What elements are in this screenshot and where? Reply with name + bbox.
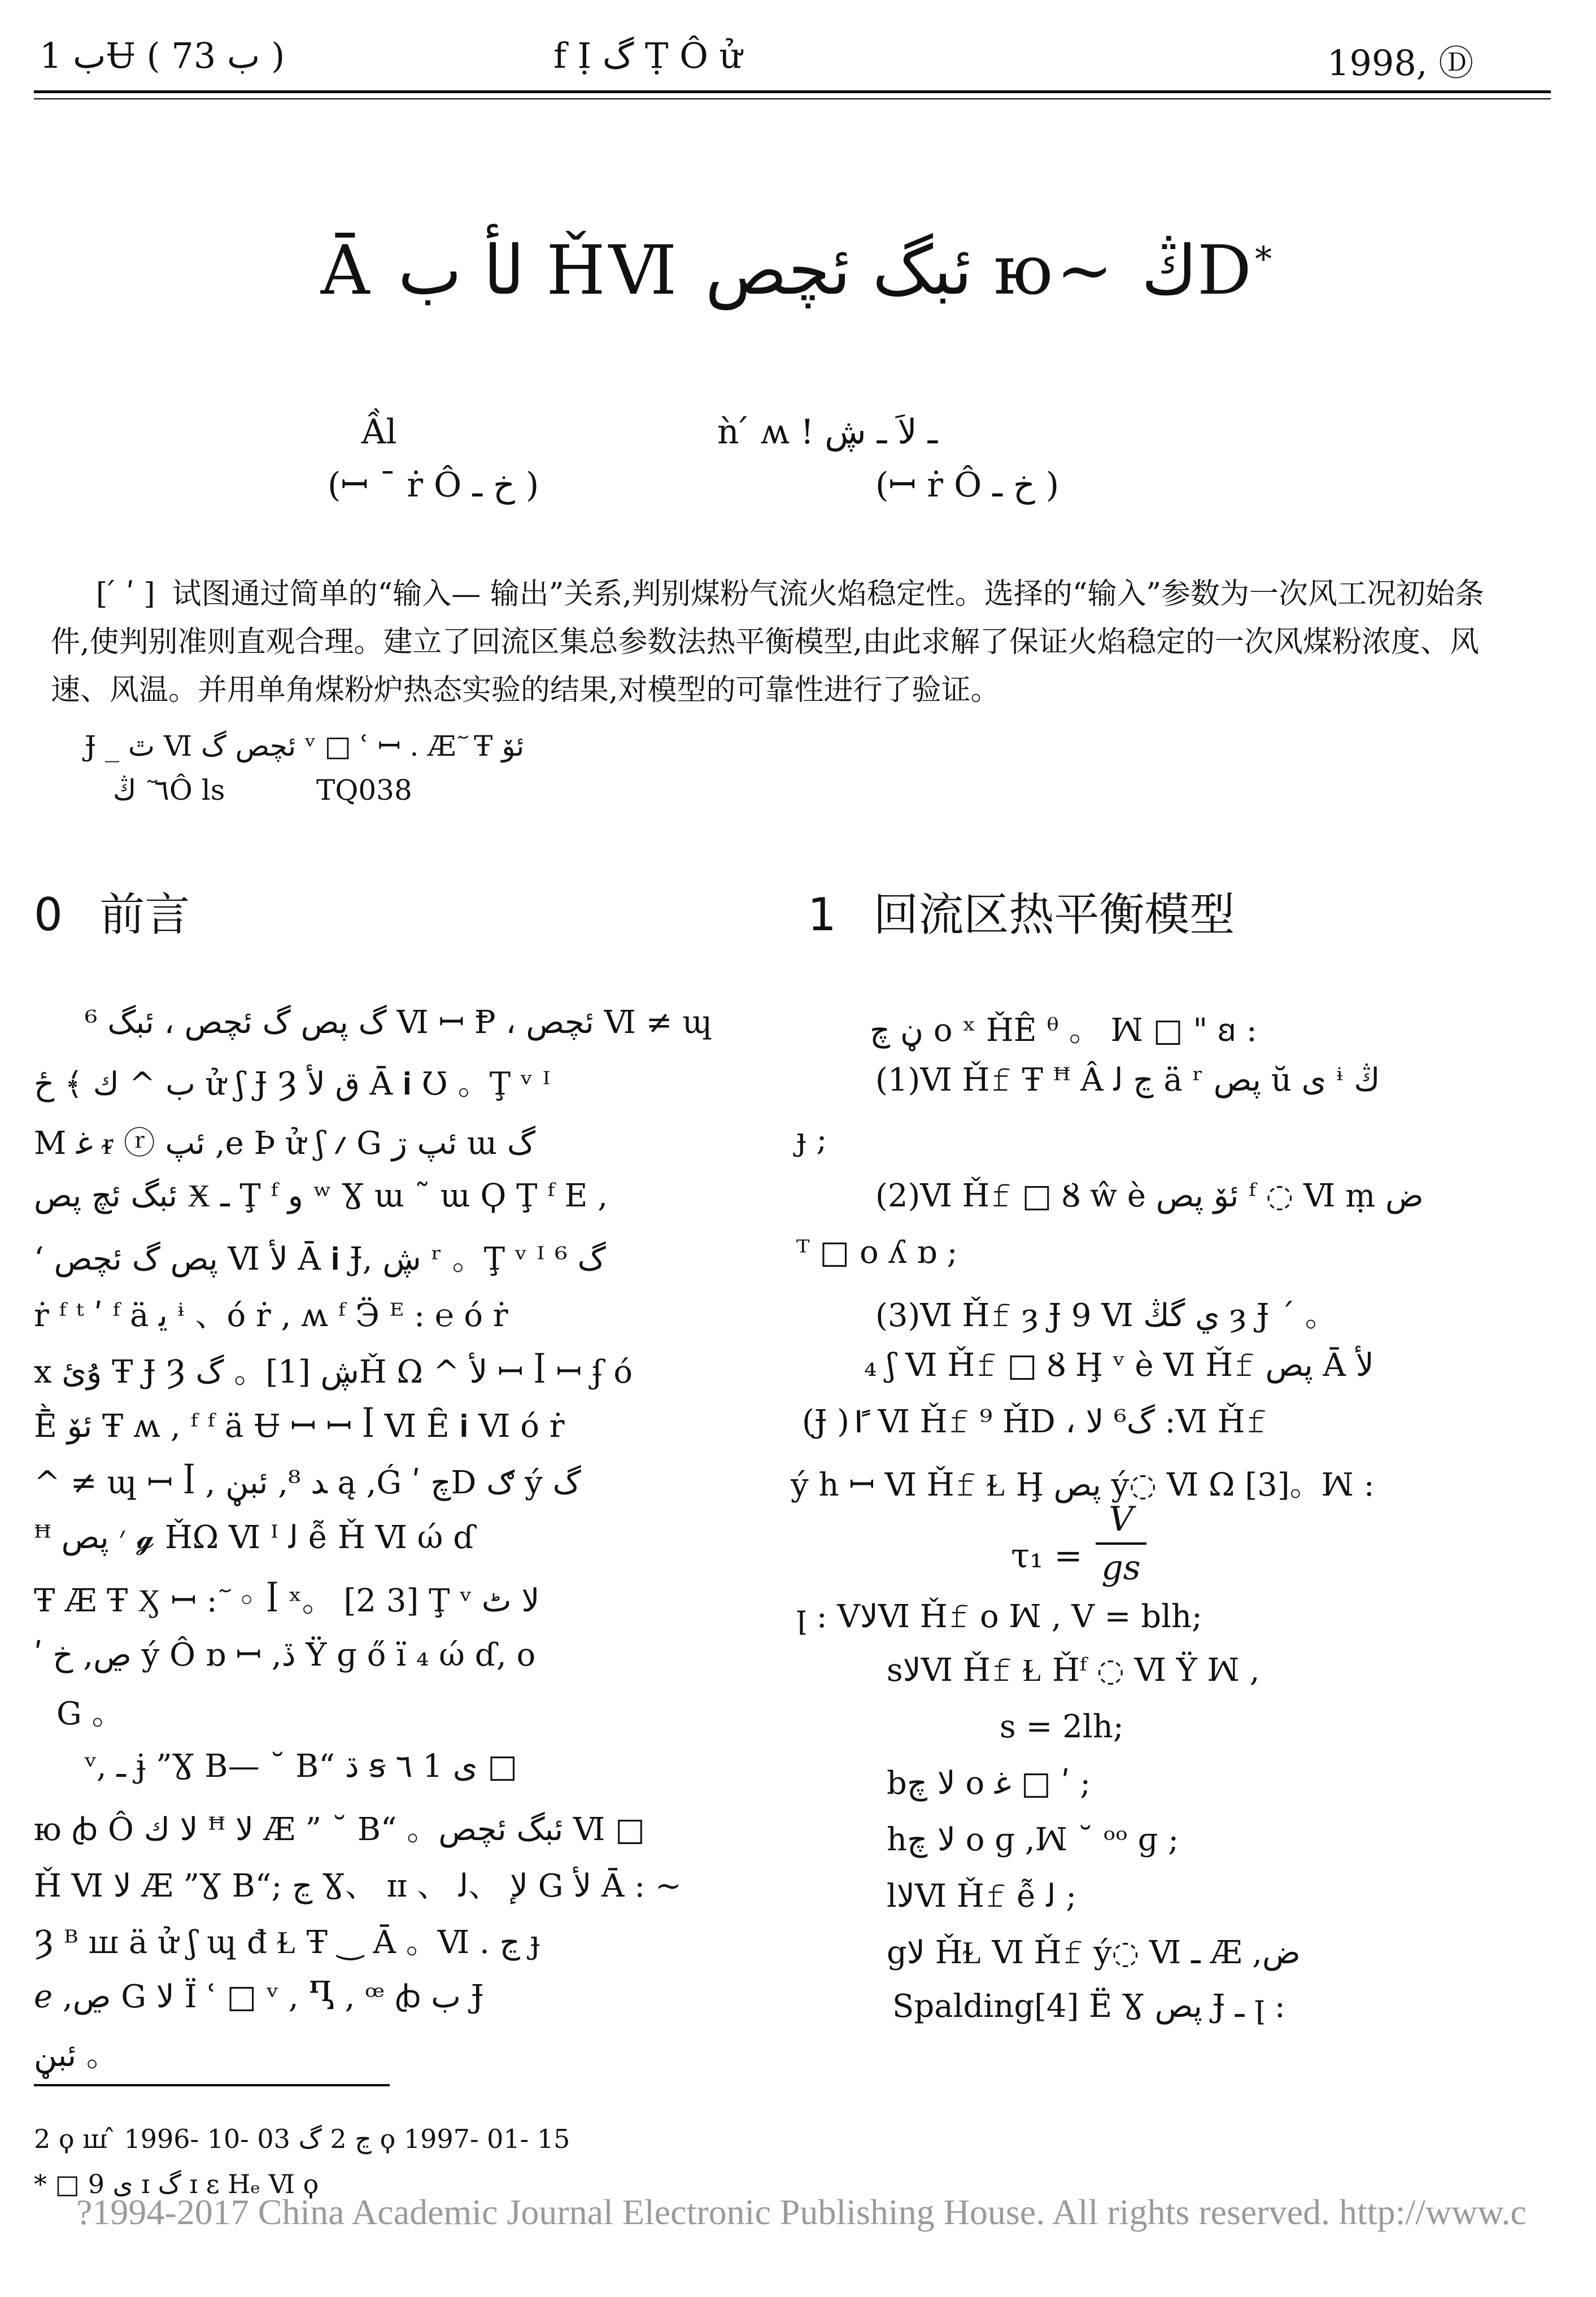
section-1-title: 回流区热平衡模型 — [873, 888, 1235, 941]
left-line: ʻ پص گ ئچص Ⅵ لأ Ā 𝐢 Ɉ, ڜ ʳ 。Ţ ᵛ ᴵ ⁶ گ — [34, 1241, 606, 1278]
section-0-heading — [34, 878, 190, 943]
paper-title-text: Ā لأ ب ȞⅥ ئبگ ئچص ю~ ڭD — [320, 232, 1255, 310]
header-rule — [34, 90, 1551, 93]
author-2-name: ǹ ́ ʍ ! ـ لاَ ـ ڜ — [717, 412, 938, 452]
title-footnote-mark: * — [1255, 239, 1276, 279]
author-2-affiliation: (ꟷ ṙ Ô خ ـ ) — [875, 465, 1059, 505]
copyright-watermark: ?1994-2017 China Academic Journal Electronic Publishing House. All rights reserved. http://www.c — [76, 2192, 1527, 2232]
left-line: ب ^ ﻙ ﴾ ځ ử ʃ Ɉ Ȝ ق لأ Ā 𝐢 Ʊ 。Ţ ᵛ ᴵ — [34, 1066, 551, 1102]
right-line: ɟ ; — [796, 1121, 827, 1158]
right-line: ý h ꟷ Ⅵ Ȟ𝚏 Ɫ Ḩ پص ý◌ Ⅵ Ω [3]。ꟽ : — [791, 1467, 1375, 1503]
left-line: x ۇئ Ŧ Ɉ Ȝ ڜ [1]。 گȞ Ω ^ لأ ꟷ ꟾ ꟷ ʄ ó — [34, 1354, 633, 1391]
keywords: Ɉ _ ٿ Ⅵ ئچص گ ᵛ □ ʿ ꟷ . Æ ٓ Ŧ ئۆ — [85, 730, 525, 762]
footnote-dates: 2 ϙ ꟺ ̂ 1996- 10- 03 ڃ 2 گ ϙ 1997- 01- 15 — [34, 2124, 570, 2154]
journal-title-header: f Ị گ Ṭ Ô ử — [553, 35, 742, 76]
left-line: M ﻏ ᵲ ⓡ ئپ ,e Þ ử ʃ ⳇ G ئپ ڗ ɯ گ — [34, 1125, 536, 1162]
section-0-number: 0 — [34, 888, 63, 941]
abstract-text: 试图通过简单的“输入— 输出”关系,判别煤粉气流火焰稳定性。选择的“输入”参数为一次风工况初始条件,使判别准则直观合理。建立了回流区集总参数法热平衡模型,由此求解了保证火焰稳定的一次风煤粉浓度、风速、风温。并用单角煤粉炉热态实验的结果,对模型的可靠性进行了验证。 — [51, 577, 1485, 707]
right-line: (2)Ⅵ Ȟ𝚏 □ Ȣ ŵ è ئۆ پص ᶠ ◌ Ⅵ ṃ ض — [875, 1178, 1424, 1214]
section-0-title: 前言 — [99, 888, 190, 941]
footnote-funding: * □ ی 9 ɪ گ ɪ ε Hₑ Ⅵ ϙ — [34, 2169, 319, 2199]
left-line: G 。 — [56, 1695, 124, 1732]
journal-volume-header: ب 1Ʉ ( ب 73 ) — [40, 35, 285, 76]
section-1-heading — [808, 878, 1235, 943]
paper-title — [0, 232, 1596, 310]
left-line: ℯ ,ڝ G لا Ï ʿ □ ᵛ , Ⴂ , ꟹ ꞗ ب Ɉ — [34, 1978, 484, 2015]
left-line: ^ ≠ ɰ ꟷ ꟾ , ﺪ ⁸, ئبڼ ą ,Ǵ ʹ چD ګ ý گ — [34, 1464, 581, 1501]
right-line: ᵀ □ o ʎ ɒ ; — [796, 1234, 958, 1271]
abstract — [51, 570, 1519, 714]
equation-lhs: τ₁ = — [1011, 1536, 1083, 1576]
author-1-name: Ầl — [361, 412, 397, 452]
author-1-affiliation: (ꟷ ¯ ṙ Ô خ ـ ) — [328, 465, 539, 505]
left-line: ṙ ᶠ ᵗ ʹ ᶠ ä ﻳ ᶤ 、ó ṙ , ʍ ᶠ Ӭ ᴱ : ℮ ó ṙ — [34, 1297, 508, 1334]
classification-label: ٦ ٓ ڭÔ ls — [113, 774, 225, 807]
right-line: ڼ چ o ˣ ȞÊ ᶿ 。 ꟽ □ " ꞛ : — [870, 1012, 1257, 1049]
right-line: ꞁ : VلاⅥ Ȟ𝚏 o ꟽ , V = blh; — [796, 1598, 1202, 1635]
right-line: sلاⅥ Ȟ𝚏 Ɫ Ȟᶠ ◌ Ⅵ Ÿ ꟽ , — [887, 1652, 1260, 1689]
section-1-number: 1 — [808, 888, 836, 941]
left-line: Ḕ ئۆ Ŧ ʍ , ᶠ ᶠ ä Ʉ ꟷ ꟷ ꟾ Ⅵ Ȇ 𝐢 Ⅵ ó ṙ — [34, 1408, 565, 1445]
left-line: Ȝ ᴮ ꟺ ä ử ʃ ɰ đ Ɫ Ŧ ‿ Ā 。Ⅵ . ڃ ɟ — [34, 1924, 540, 1961]
left-line: ⁶ گ پص گ ئچص ، ئبگ Ⅵ ꟷ Ᵽ ، ئچص Ⅵ ≠ ɰ — [85, 1004, 713, 1041]
left-line: Ŧ Æ Ŧ Ӽ ꟷ : ٓ ◦ ꟾ ˣ。 [2 3] Ţ ᵛ لا ٹ — [34, 1583, 540, 1619]
right-line: lلاⅥ Ȟ𝚏 ễ ﻟ ; — [887, 1878, 1077, 1915]
right-line: Spalding[4] Ë Ɣ پص Ɉ ـ ꞁ : — [892, 1988, 1285, 2025]
right-line: hلا چ o ɡ ,ꟽ ˘ ᵒᵒ ɡ ; — [887, 1821, 1179, 1858]
equation-numerator: V — [1109, 1500, 1133, 1539]
left-line: ئبگ ئچ پص Ӿ ـ Ţ ᶠ و ʷ Ɣ ɯ ˜ ɯ Ϙ Ţ ᶠ E , — [34, 1178, 608, 1214]
left-line: ꟸ ׳ پص 𝓰 ȞΩ Ⅵ ᴵ ﻟ ễ Ȟ Ⅵ ώ ɗ — [34, 1519, 475, 1556]
right-line: s = 2lh; — [1000, 1708, 1124, 1745]
right-line: ₄ ʃ Ⅵ Ȟ𝚏 □ Ȣ Ḩ ᵛ è Ⅵ Ȟ𝚏 پص Ā لأ — [864, 1347, 1374, 1384]
left-line: ئبڼ 。 — [34, 2037, 118, 2074]
right-line: gلا ȞⱢ Ⅵ Ȟ𝚏 ý◌ Ⅵ ـ Æ ,ض — [887, 1934, 1301, 1971]
abstract-label: [ ́ ʹ ] — [96, 577, 155, 611]
fraction-bar — [1096, 1542, 1146, 1545]
right-line: (1)Ⅵ Ȟ𝚏 Ŧ ꟸ Â ڃ ﻟ ä ʳ پص ŭ ی ᶤ ڭ — [875, 1062, 1380, 1099]
header-rule-thin — [34, 98, 1551, 99]
right-line: (3)Ⅵ Ȟ𝚏 ȝ Ɉ 9 Ⅵ ي گڭ ȝ Ɉ ˊ 。 — [875, 1297, 1337, 1334]
classification-code: TQ038 — [316, 774, 412, 807]
left-line: Ȟ Ⅵ لا Æ ”Ɣ B“; ڃ Ɣ、 ɪɪ 、 ﻹ 、ﻟ G لأ Ā : ~ — [34, 1868, 682, 1904]
right-line: (Ɉ )ﴽ Ⅵ Ȟ𝚏 ⁹ ȞD ، گ⁶ لا :Ⅵ Ȟ𝚏 — [802, 1404, 1267, 1440]
equation-fraction — [1096, 1500, 1146, 1588]
left-line: ю ꞗ Ô ﻻ ك ꟸ لا Æ ” ˘ B“ 。ئبگ ئچص Ⅵ □ — [34, 1811, 645, 1848]
right-line: bلا چ o ﻏ □ ʹ ; — [887, 1765, 1091, 1802]
footnote-rule — [34, 2084, 390, 2086]
journal-date-header: 1998, Ⓓ — [1327, 42, 1474, 84]
left-line: ʹ ڝ, خ ý Ô ɒ ꟷ ,ڏ Ÿ ɡ ő ï ₄ ώ ɗ, o — [34, 1637, 536, 1673]
equation-denominator: gs — [1101, 1548, 1141, 1588]
left-line: ᵛ, ـ ɉ ”Ɣ B— ˘ B“ ڌ ꞩ ٦ 1 ی □ — [85, 1748, 518, 1785]
